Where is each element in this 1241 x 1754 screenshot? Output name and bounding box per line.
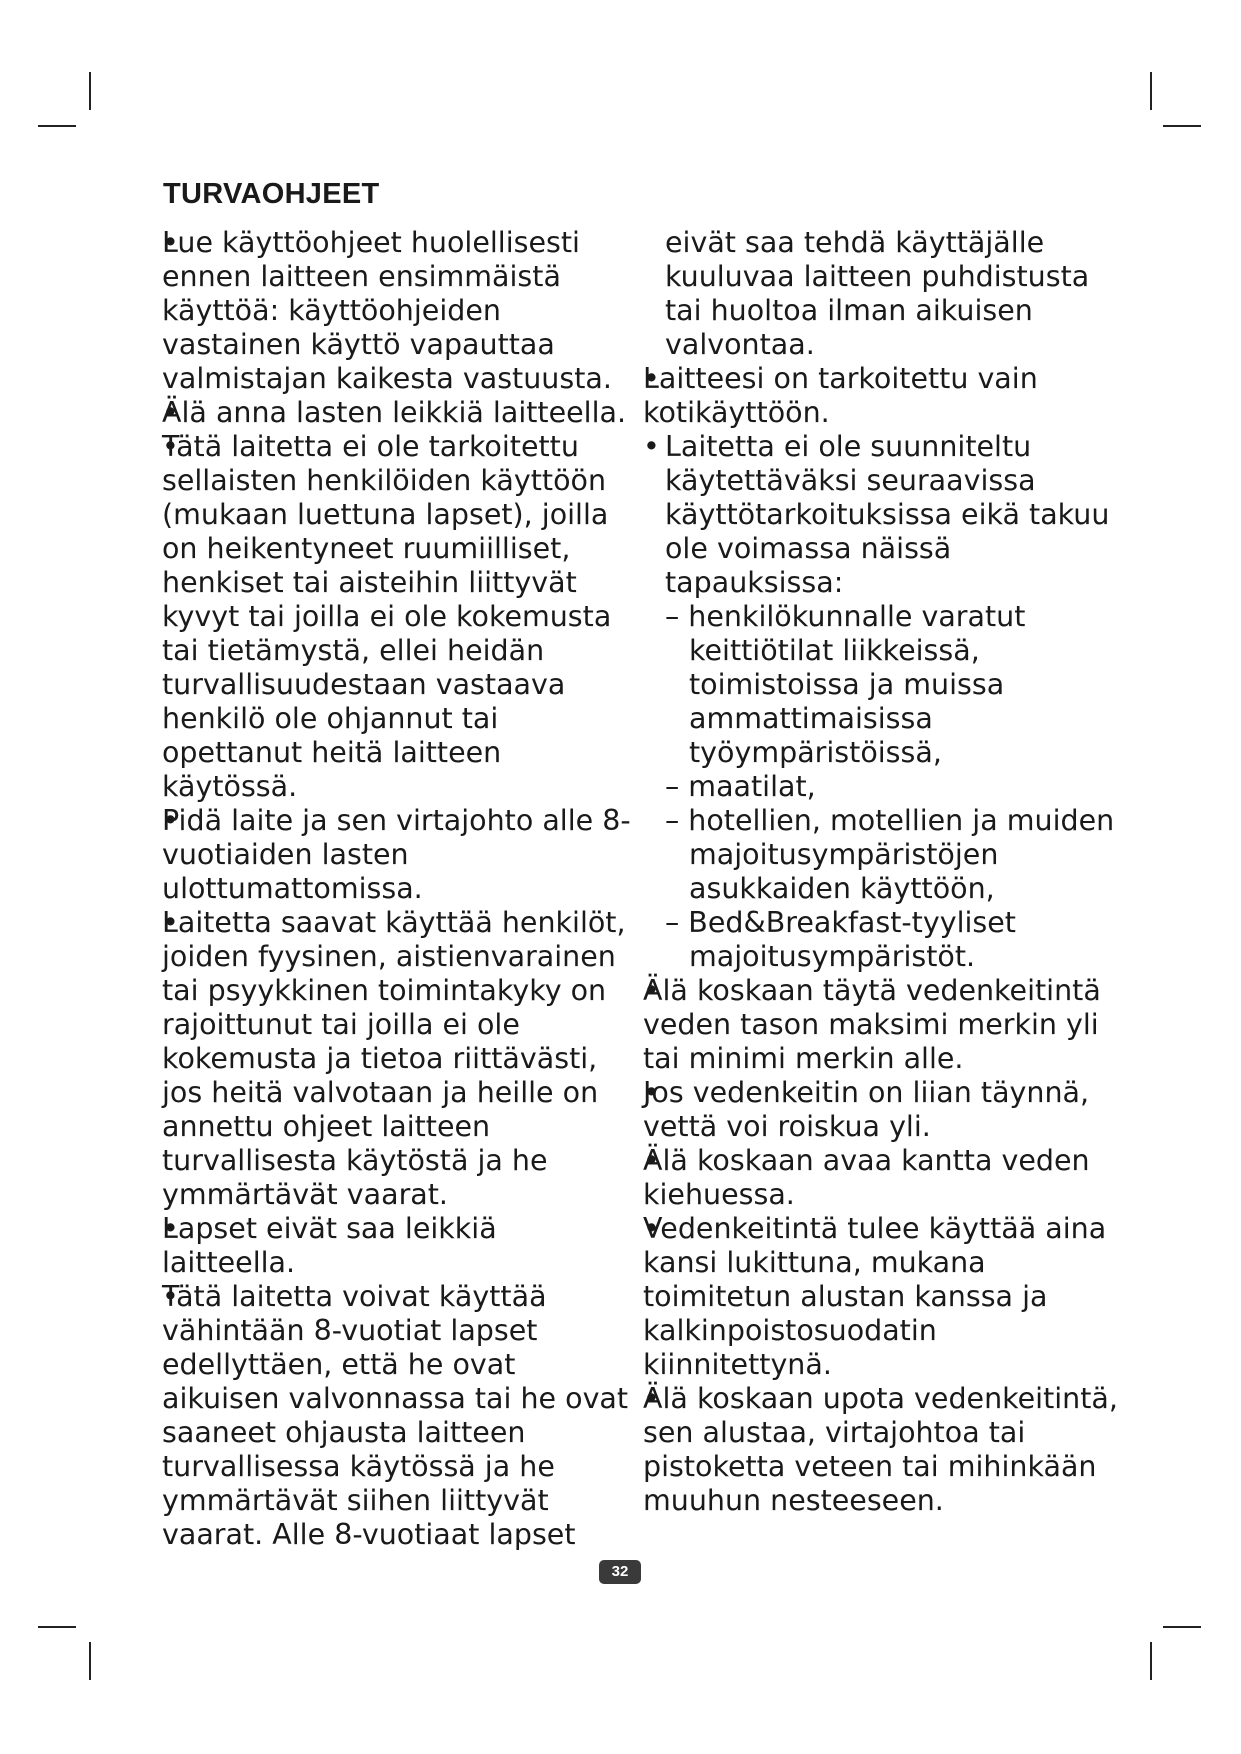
- safety-item: • Lue käyttöohjeet huolellisesti ennen laitteen ensimmäistä käyttöä: käyttöohjeiden vastainen käyttö vapauttaa valmistajan kaikesta vastuusta.: [162, 226, 632, 396]
- crop-mark-bottom-right-h: [1163, 1626, 1201, 1628]
- safety-item: • Pidä laite ja sen virtajohto alle 8-vuotiaiden lasten ulottumattomissa.: [162, 804, 632, 906]
- safety-item: • Laitetta ei ole suunniteltu käytettäväksi seuraavissa käyttötarkoituksissa eikä takuu ole voimassa näissä tapauksissa:: [643, 430, 1123, 600]
- safety-item: • Laitetta saavat käyttää henkilöt, joiden fyysinen, aistienvarainen tai psyykkinen toimintakyky on rajoittunut tai joilla ei ole kokemusta ja tietoa riittävästi, jos heitä valvotaan ja heille on annettu ohjeet laitteen turvallisesta käytöstä ja he ymmärtävät vaarat.: [162, 906, 632, 1212]
- crop-mark-top-left-v: [89, 72, 91, 110]
- crop-mark-top-right-v: [1150, 72, 1152, 110]
- left-column: [162, 226, 632, 1552]
- safety-item: • Älä koskaan täytä vedenkeitintä veden tason maksimi merkin yli tai minimi merkin alle.: [643, 974, 1123, 1076]
- sublist-item: – hotellien, motellien ja muiden majoitusympäristöjen asukkaiden käyttöön,: [665, 804, 1115, 905]
- crop-mark-bottom-right-v: [1150, 1642, 1152, 1680]
- sublist-item: – henkilökunnalle varatut keittiötilat liikkeissä, toimistoissa ja muissa ammattimaisissa työympäristöissä,: [665, 600, 1026, 769]
- page-number-badge: 32: [599, 1560, 641, 1584]
- safety-item: • Jos vedenkeitin on liian täynnä, vettä voi roiskua yli.: [643, 1076, 1123, 1144]
- right-column: [643, 226, 1123, 1518]
- crop-mark-top-right-h: [1163, 125, 1201, 127]
- sublist-item: – maatilat,: [665, 770, 816, 803]
- safety-item-with-sublist: [643, 430, 1123, 974]
- safety-item: • Älä koskaan upota vedenkeitintä, sen alustaa, virtajohtoa tai pistoketta veteen tai mihinkään muuhun nesteeseen.: [643, 1382, 1123, 1518]
- safety-item: • Älä koskaan avaa kantta veden kiehuessa.: [643, 1144, 1123, 1212]
- sublist-item: – Bed&Breakfast-tyyliset majoitusympäristöt.: [665, 906, 1016, 973]
- exclusion-sublist: [643, 600, 1123, 974]
- safety-item: • Lapset eivät saa leikkiä laitteella.: [162, 1212, 632, 1280]
- crop-mark-bottom-left-v: [89, 1642, 91, 1680]
- crop-mark-top-left-h: [38, 125, 76, 127]
- safety-item: • Tätä laitetta ei ole tarkoitettu sellaisten henkilöiden käyttöön (mukaan luettuna lapset), joilla on heikentyneet ruumiilliset, henkiset tai aisteihin liittyvät kyvyt tai joilla ei ole kokemusta tai tietämystä, ellei heidän turvallisuudestaan vastaava henkilö ole ohjannut tai opettanut heitä laitteen käytössä.: [162, 430, 632, 804]
- safety-item: • Vedenkeitintä tulee käyttää aina kansi lukittuna, mukana toimitetun alustan kanssa ja kalkinpoistosuodatin kiinnitettynä.: [643, 1212, 1123, 1382]
- continued-text: eivät saa tehdä käyttäjälle kuuluvaa laitteen puhdistusta tai huoltoa ilman aikuisen valvontaa.: [665, 226, 1090, 361]
- safety-item: • Tätä laitetta voivat käyttää vähintään 8-vuotiat lapset edellyttäen, että he ovat aikuisen valvonnassa tai he ovat saaneet ohjausta laitteen turvallisessa käytössä ja he ymmärtävät siihen liittyvät vaarat. Alle 8-vuotiaat lapset: [162, 1280, 632, 1552]
- safety-item: • Älä anna lasten leikkiä laitteella.: [162, 396, 632, 430]
- page-title: TURVAOHJEET: [163, 178, 380, 210]
- safety-item: • Laitteesi on tarkoitettu vain kotikäyttöön.: [643, 362, 1123, 430]
- crop-mark-bottom-left-h: [38, 1626, 76, 1628]
